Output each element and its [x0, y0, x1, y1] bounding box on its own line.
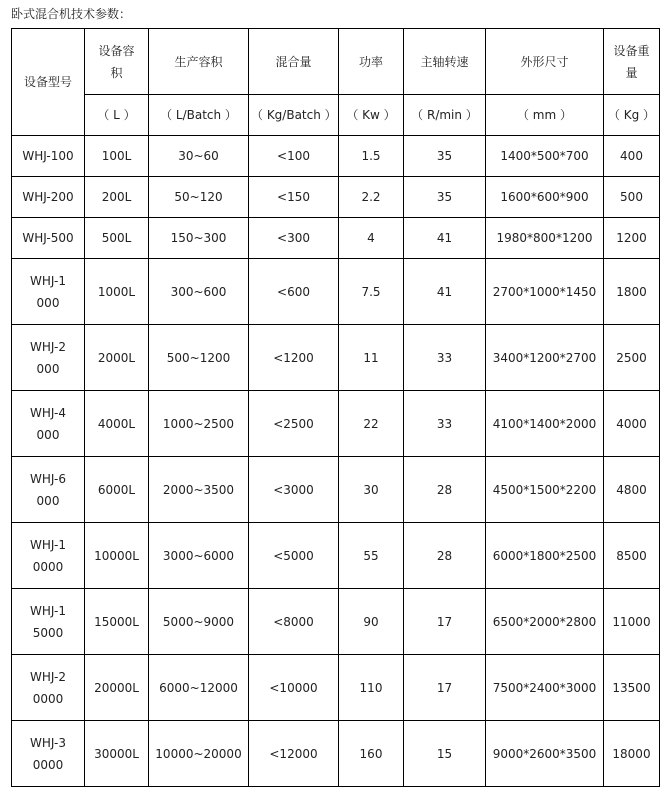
header-model: 设备型号: [12, 29, 85, 136]
cell-speed: 15: [404, 721, 486, 787]
cell-power: 1.5: [339, 136, 404, 177]
cell-volume: 2000L: [85, 325, 149, 391]
cell-capacity: 1000~2500: [149, 391, 249, 457]
cell-model: WHJ-100: [12, 136, 85, 177]
table-row: [12, 523, 660, 589]
cell-dimensions: 9000*2600*3500: [486, 721, 604, 787]
table-row: [12, 218, 660, 259]
cell-mix: <300: [249, 218, 339, 259]
cell-power: 30: [339, 457, 404, 523]
cell-model: WHJ-200: [12, 177, 85, 218]
cell-speed: 35: [404, 177, 486, 218]
header-row: [12, 29, 660, 95]
cell-mix: <10000: [249, 655, 339, 721]
header-weight: 设备重量: [604, 29, 660, 95]
cell-capacity: 300~600: [149, 259, 249, 325]
cell-dimensions: 3400*1200*2700: [486, 325, 604, 391]
cell-volume: 15000L: [85, 589, 149, 655]
unit-dimensions: （ mm ）: [486, 95, 604, 136]
cell-weight: 500: [604, 177, 660, 218]
page-title: 卧式混合机技术参数：: [11, 7, 132, 21]
cell-dimensions: 7500*2400*3000: [486, 655, 604, 721]
cell-dimensions: 1600*600*900: [486, 177, 604, 218]
table-row: [12, 655, 660, 721]
cell-weight: 13500: [604, 655, 660, 721]
cell-mix: <100: [249, 136, 339, 177]
cell-speed: 17: [404, 655, 486, 721]
table-row: [12, 136, 660, 177]
cell-capacity: 3000~6000: [149, 523, 249, 589]
unit-row: [12, 95, 660, 136]
cell-mix: <8000: [249, 589, 339, 655]
cell-weight: 11000: [604, 589, 660, 655]
cell-power: 110: [339, 655, 404, 721]
table-row: [12, 177, 660, 218]
header-mix-amount: 混合量: [249, 29, 339, 95]
cell-speed: 35: [404, 136, 486, 177]
spec-table: [11, 28, 660, 787]
cell-weight: 4800: [604, 457, 660, 523]
cell-model: WHJ-30000: [12, 721, 85, 787]
cell-volume: 30000L: [85, 721, 149, 787]
cell-mix: <12000: [249, 721, 339, 787]
cell-volume: 500L: [85, 218, 149, 259]
cell-capacity: 5000~9000: [149, 589, 249, 655]
cell-speed: 33: [404, 391, 486, 457]
cell-weight: 8500: [604, 523, 660, 589]
cell-capacity: 30~60: [149, 136, 249, 177]
cell-weight: 4000: [604, 391, 660, 457]
cell-volume: 100L: [85, 136, 149, 177]
cell-power: 7.5: [339, 259, 404, 325]
cell-dimensions: 4500*1500*2200: [486, 457, 604, 523]
unit-capacity: （ L/Batch ）: [149, 95, 249, 136]
cell-mix: <5000: [249, 523, 339, 589]
header-dimensions: 外形尺寸: [486, 29, 604, 95]
cell-model: WHJ-4000: [12, 391, 85, 457]
cell-mix: <150: [249, 177, 339, 218]
cell-speed: 17: [404, 589, 486, 655]
header-volume: 设备容积: [85, 29, 149, 95]
header-speed: 主轴转速: [404, 29, 486, 95]
cell-speed: 28: [404, 457, 486, 523]
cell-capacity: 150~300: [149, 218, 249, 259]
table-row: [12, 721, 660, 787]
table-row: [12, 391, 660, 457]
cell-model: WHJ-15000: [12, 589, 85, 655]
unit-mix-amount: （ Kg/Batch ）: [249, 95, 339, 136]
cell-speed: 33: [404, 325, 486, 391]
cell-dimensions: 4100*1400*2000: [486, 391, 604, 457]
cell-model: WHJ-1000: [12, 259, 85, 325]
cell-speed: 28: [404, 523, 486, 589]
unit-speed: （ R/min ）: [404, 95, 486, 136]
cell-weight: 1200: [604, 218, 660, 259]
cell-volume: 20000L: [85, 655, 149, 721]
cell-mix: <3000: [249, 457, 339, 523]
cell-capacity: 6000~12000: [149, 655, 249, 721]
cell-volume: 10000L: [85, 523, 149, 589]
cell-dimensions: 6000*1800*2500: [486, 523, 604, 589]
cell-model: WHJ-2000: [12, 325, 85, 391]
cell-capacity: 500~1200: [149, 325, 249, 391]
cell-dimensions: 6500*2000*2800: [486, 589, 604, 655]
cell-dimensions: 1400*500*700: [486, 136, 604, 177]
cell-weight: 1800: [604, 259, 660, 325]
cell-capacity: 2000~3500: [149, 457, 249, 523]
cell-dimensions: 2700*1000*1450: [486, 259, 604, 325]
cell-model: WHJ-10000: [12, 523, 85, 589]
cell-power: 22: [339, 391, 404, 457]
cell-power: 55: [339, 523, 404, 589]
cell-mix: <600: [249, 259, 339, 325]
cell-model: WHJ-500: [12, 218, 85, 259]
cell-power: 90: [339, 589, 404, 655]
unit-volume: （ L ）: [85, 95, 149, 136]
cell-power: 2.2: [339, 177, 404, 218]
cell-speed: 41: [404, 218, 486, 259]
cell-weight: 2500: [604, 325, 660, 391]
cell-volume: 200L: [85, 177, 149, 218]
cell-speed: 41: [404, 259, 486, 325]
unit-power: （ Kw ）: [339, 95, 404, 136]
header-power: 功率: [339, 29, 404, 95]
table-row: [12, 589, 660, 655]
cell-capacity: 10000~20000: [149, 721, 249, 787]
cell-mix: <2500: [249, 391, 339, 457]
cell-mix: <1200: [249, 325, 339, 391]
cell-volume: 1000L: [85, 259, 149, 325]
cell-dimensions: 1980*800*1200: [486, 218, 604, 259]
table-row: [12, 457, 660, 523]
cell-model: WHJ-20000: [12, 655, 85, 721]
table-row: [12, 259, 660, 325]
cell-power: 160: [339, 721, 404, 787]
table-row: [12, 325, 660, 391]
cell-volume: 6000L: [85, 457, 149, 523]
cell-capacity: 50~120: [149, 177, 249, 218]
cell-weight: 18000: [604, 721, 660, 787]
cell-power: 11: [339, 325, 404, 391]
cell-volume: 4000L: [85, 391, 149, 457]
cell-model: WHJ-6000: [12, 457, 85, 523]
unit-weight: （ Kg ）: [604, 95, 660, 136]
cell-weight: 400: [604, 136, 660, 177]
header-capacity: 生产容积: [149, 29, 249, 95]
cell-power: 4: [339, 218, 404, 259]
